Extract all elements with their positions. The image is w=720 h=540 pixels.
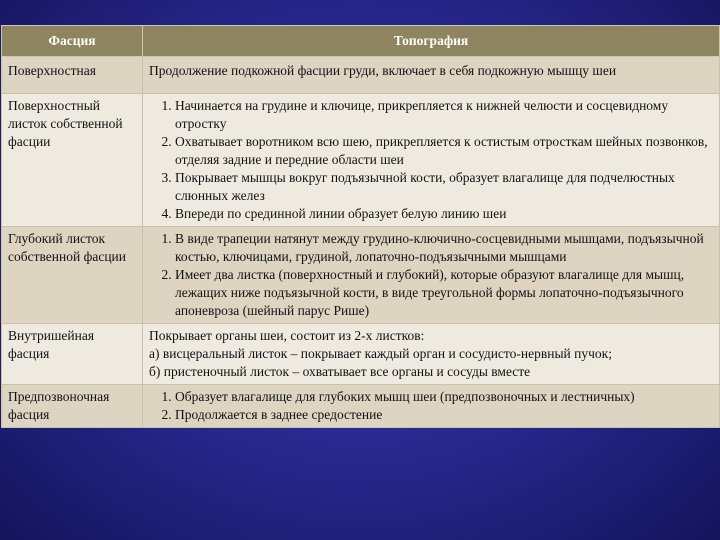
list-item: 1. Образует влагалище для глубоких мышц шеи (предпозвоночных и лестничных) bbox=[175, 388, 713, 406]
row-fascia-name: Внутришейная фасция bbox=[2, 324, 143, 385]
text-line: Покрывает органы шеи, состоит из 2-х листков: bbox=[149, 328, 425, 343]
row-topography bbox=[143, 227, 720, 324]
list-item: 1. В виде трапеции натянут между грудино-ключично-сосцевидными мышцами, подъязычной костью, ключицами, грудиной, лопаточно-подъязычными мышцами bbox=[175, 230, 713, 266]
row-topography bbox=[143, 385, 720, 428]
table-row bbox=[2, 324, 720, 385]
list-item: 2. Продолжается в заднее средостение bbox=[175, 406, 713, 424]
list-item: 2. Охватывает воротником всю шею, прикрепляется к остистым отросткам шейных позвонков, отделяя задние и передние области шеи bbox=[175, 133, 713, 169]
fascia-table bbox=[1, 25, 720, 428]
row-topography bbox=[143, 94, 720, 227]
table-row bbox=[2, 57, 720, 94]
list-item: 4. Впереди по срединной линии образует белую линию шеи bbox=[175, 205, 713, 223]
table-row bbox=[2, 227, 720, 324]
list-item: 3. Покрывает мышцы вокруг подъязычной кости, образует влагалище для подчелюстных слюнных желез bbox=[175, 169, 713, 205]
header-fascia: Фасция bbox=[2, 26, 143, 57]
header-topography: Топография bbox=[143, 26, 720, 57]
table-header-row bbox=[2, 26, 720, 57]
table-row bbox=[2, 94, 720, 227]
row-fascia-name: Предпозвоночная фасция bbox=[2, 385, 143, 428]
row-fascia-name: Глубокий листок собственной фасции bbox=[2, 227, 143, 324]
text-line: б) пристеночный листок – охватывает все органы и сосуды вместе bbox=[149, 364, 531, 379]
text-line: а) висцеральный листок – покрывает каждый орган и сосудисто-нервный пучок; bbox=[149, 346, 612, 361]
row-fascia-name: Поверхностная bbox=[2, 57, 143, 94]
list-item: 1. Начинается на грудине и ключице, прикрепляется к нижней челюсти и сосцевидному отростку bbox=[175, 97, 713, 133]
row-fascia-name: Поверхностный листок собственной фасции bbox=[2, 94, 143, 227]
list-item: 2. Имеет два листка (поверхностный и глубокий), которые образуют влагалище для мышц, лежащих ниже подъязычной кости, в виде треугольной формы лопаточно-подъязычного апоневроза (шейный парус Рише) bbox=[175, 266, 713, 320]
row-topography bbox=[143, 324, 720, 385]
table-row bbox=[2, 385, 720, 428]
row-topography: Продолжение подкожной фасции груди, включает в себя подкожную мышцу шеи bbox=[143, 57, 720, 94]
